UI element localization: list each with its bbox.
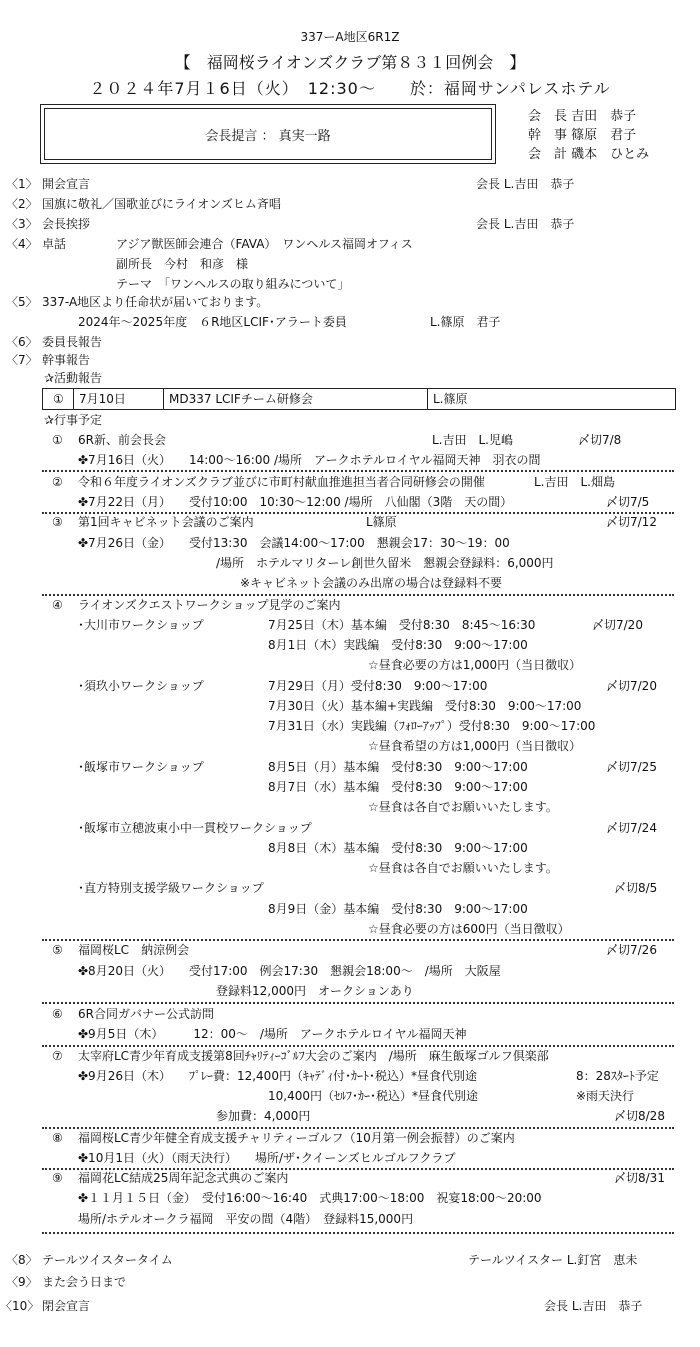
workshop-name: ･飯塚市立穂波東小中一貫校ワークショップ <box>78 821 312 835</box>
workshop-deadline: 〆切8/5 <box>614 881 658 895</box>
agenda-item-talk: 卓話 <box>42 237 67 251</box>
agenda-item-opening: 開会宣言 <box>42 177 91 191</box>
meeting-title: 【 福岡桜ライオンズクラブ第８３１回例会 】 <box>174 53 526 72</box>
activity-person: L.篠原 <box>433 392 468 406</box>
schedule-number: ⑥ <box>52 1007 63 1021</box>
agenda-item-committee: 委員長報告 <box>42 335 103 349</box>
agenda-person: テールツイスター L.釘宮 恵未 <box>468 1253 638 1267</box>
schedule-heading: ✰行事予定 <box>44 413 103 427</box>
activity-table <box>42 388 676 410</box>
section-divider <box>42 1045 674 1047</box>
workshop-deadline: 〆切7/25 <box>606 760 657 774</box>
workshop-detail: 8月7日（水）基本編 受付8:30 9:00～17:00 <box>268 780 528 794</box>
agenda-person: 会長 L.吉田 恭子 <box>476 217 575 231</box>
workshop-note: ☆昼食は各自でお願いいたします。 <box>368 800 558 814</box>
schedule-title: 6R合同ガバナー公式訪問 <box>78 1007 214 1021</box>
schedule-detail: ✤10月1日（火）（雨天決行） 場所/ザ･クイーンズヒルゴルフクラブ <box>78 1151 456 1165</box>
district-label: 337ーA地区6R1Z <box>300 30 400 44</box>
activity-heading: ✰活動報告 <box>44 371 103 385</box>
agenda-number: 〈9〉 <box>6 1275 38 1289</box>
agenda-item-secretary-report: 幹事報告 <box>42 353 91 367</box>
workshop-deadline: 〆切7/24 <box>606 821 657 835</box>
agenda-item-anthem: 国旗に敬礼／国歌並びにライオンズヒム斉唱 <box>42 197 281 211</box>
schedule-detail: 10,400円（ｾﾙﾌ･ｶｰ･税込）*昼食代別途 <box>268 1089 478 1103</box>
schedule-detail: 参加費：4,000円 <box>216 1109 311 1123</box>
workshop-note: ☆昼食希望の方は1,000円（当日徴収） <box>368 739 582 753</box>
schedule-detail: 登録料12,000円 オークションあり <box>216 984 414 998</box>
schedule-deadline: 〆切8/31 <box>614 1171 665 1185</box>
agenda-number: 〈3〉 <box>6 217 38 231</box>
section-divider <box>42 470 674 472</box>
section-divider <box>42 1232 674 1234</box>
agenda-number: 〈6〉 <box>6 335 38 349</box>
schedule-deadline: 〆切8/28 <box>614 1109 665 1123</box>
schedule-detail: ✤１１月１５日（金） 受付16:00～16:40 式典17:00～18:00 祝宴18:00～20:00 <box>78 1191 542 1205</box>
talk-speaker: 副所長 今村 和彦 様 <box>116 257 249 271</box>
section-divider <box>42 1002 674 1004</box>
workshop-deadline: 〆切7/20 <box>606 679 657 693</box>
workshop-note: ☆昼食必要の方は1,000円（当日徴収） <box>368 658 582 672</box>
schedule-note: ※キャビネット会議のみ出席の場合は登録料不要 <box>240 576 503 590</box>
workshop-name: ･直方特別支援学級ワークショップ <box>78 881 264 895</box>
appointment-person: L.篠原 君子 <box>430 315 501 329</box>
schedule-title: 福岡桜LC青少年健全育成支援チャリティーゴルフ（10月第一例会振替）のご案内 <box>78 1131 515 1145</box>
officer-secretary: 幹 事 篠原 君子 <box>528 128 637 143</box>
schedule-title: 6R新、前会長会 <box>78 433 166 447</box>
workshop-name: ･須玖小ワークショップ <box>78 679 204 693</box>
workshop-name: ･大川市ワークショップ <box>78 618 204 632</box>
agenda-number: 〈10〉 <box>0 1299 40 1313</box>
officer-president: 会 長 吉田 恭子 <box>528 109 637 124</box>
schedule-note: ※雨天決行 <box>576 1089 635 1103</box>
president-motto-box <box>40 104 496 164</box>
workshop-name: ･飯塚市ワークショップ <box>78 760 204 774</box>
workshop-detail: 7月29日（月）受付8:30 9:00～17:00 <box>268 679 488 693</box>
schedule-title: ライオンズクエストワークショップ見学のご案内 <box>78 598 341 612</box>
agenda-number: 〈5〉 <box>6 295 38 309</box>
workshop-detail: 7月31日（水）実践編（ﾌｫﾛｰｱｯﾌﾟ）受付8:30 9:00～17:00 <box>268 719 596 733</box>
agenda-person: 会長 L.吉田 恭子 <box>476 177 575 191</box>
agenda-number: 〈2〉 <box>6 197 38 211</box>
section-divider <box>42 1127 674 1129</box>
activity-event: MD337 LCIFチーム研修会 <box>169 392 313 406</box>
schedule-deadline: 〆切7/12 <box>606 515 657 529</box>
agenda-number: 〈1〉 <box>6 177 38 191</box>
schedule-number: ④ <box>52 598 63 612</box>
talk-organization: アジア獣医師会連合（FAVA） ワンヘルス福岡オフィス <box>116 237 413 251</box>
workshop-detail: 8月9日（金）基本編 受付8:30 9:00～17:00 <box>268 902 528 916</box>
workshop-detail: 8月5日（月）基本編 受付8:30 9:00～17:00 <box>268 760 528 774</box>
schedule-title: 福岡桜LC 納涼例会 <box>78 943 190 957</box>
schedule-detail: ✤7月16日（火） 14:00～16:00 /場所 アークホテルロイヤル福岡天神 羽衣の間 <box>78 453 541 467</box>
section-divider <box>42 594 674 596</box>
agenda-number: 〈4〉 <box>6 237 38 251</box>
schedule-detail: ✤8月20日（火） 受付17:00 例会17:30 懇親会18:00～ /場所 大阪屋 <box>78 964 501 978</box>
agenda-item-closing: 閉会宣言 <box>42 1299 91 1313</box>
schedule-deadline: 〆切7/8 <box>578 433 622 447</box>
schedule-title: 福岡花LC結成25周年記念式典のご案内 <box>78 1171 289 1185</box>
table-divider <box>73 389 74 409</box>
workshop-note: ☆昼食必要の方は600円（当日徴収） <box>368 922 570 936</box>
schedule-start-time: 8：28ｽﾀｰﾄ予定 <box>576 1069 659 1083</box>
workshop-detail: 7月30日（火）基本編+実践編 受付8:30 9:00～17:00 <box>268 699 582 713</box>
agenda-person: 会長 L.吉田 恭子 <box>544 1299 643 1313</box>
schedule-person: L.吉田 L.畑島 <box>534 475 616 489</box>
workshop-detail: 8月8日（木）基本編 受付8:30 9:00～17:00 <box>268 841 528 855</box>
president-motto: 会長提言 ： 真実一路 <box>44 108 492 160</box>
table-divider <box>427 389 428 409</box>
schedule-detail: ✤9月26日（木） ﾌﾟﾚｰ費：12,400円（ｷｬﾃﾞｨ付･ｶｰﾄ･税込）*昼食代別途 <box>78 1069 477 1083</box>
workshop-note: ☆昼食は各自でお願いいたします。 <box>368 861 558 875</box>
schedule-detail: 場所/ホテルオークラ福岡 平安の間（4階） 登録料15,000円 <box>78 1212 414 1226</box>
schedule-detail: ✤9月5日（木） 12：00～ /場所 アークホテルロイヤル福岡天神 <box>78 1027 467 1041</box>
schedule-detail: /場所 ホテルマリターレ創世久留米 懇親会登録料：6,000円 <box>216 556 554 570</box>
workshop-detail: 8月1日（木）実践編 受付8:30 9:00～17:00 <box>268 638 528 652</box>
schedule-detail: ✤7月22日（月） 受付10:00 10:30～12:00 /場所 八仙閣（3階 天の間） <box>78 495 513 509</box>
schedule-number: ⑨ <box>52 1171 63 1185</box>
schedule-number: ② <box>52 475 63 489</box>
section-divider <box>42 939 674 941</box>
schedule-deadline: 〆切7/26 <box>606 943 657 957</box>
schedule-title: 令和６年度ライオンズクラブ並びに市町村献血推進担当者合同研修会の開催 <box>78 475 485 489</box>
schedule-number: ① <box>52 433 63 447</box>
schedule-number: ⑦ <box>52 1049 63 1063</box>
agenda-item-appointment: 337-A地区より任命状が届いております。 <box>42 295 269 309</box>
activity-number: ① <box>53 392 64 406</box>
agenda-number: 〈7〉 <box>6 353 38 367</box>
appointment-detail: 2024年～2025年度 ６R地区LCIF･アラート委員 <box>78 315 347 329</box>
schedule-title: 太宰府LC青少年育成支援第8回ﾁｬﾘﾃｨｰｺﾞﾙﾌ大会のご案内 /場所 麻生飯塚ゴルフ倶楽部 <box>78 1049 549 1063</box>
schedule-person: L篠原 <box>366 515 397 529</box>
schedule-detail: ✤7月26日（金） 受付13:30 会議14:00～17:00 懇親会17：30～19：00 <box>78 536 510 550</box>
workshop-detail: 7月25日（木）基本編 受付8:30 8:45～16:30 <box>268 618 536 632</box>
schedule-deadline: 〆切7/5 <box>606 495 650 509</box>
schedule-number: ⑧ <box>52 1131 63 1145</box>
activity-date: 7月10日 <box>79 392 126 406</box>
agenda-item-greeting: 会長挨拶 <box>42 217 91 231</box>
table-divider <box>163 389 164 409</box>
agenda-number: 〈8〉 <box>6 1253 38 1267</box>
workshop-deadline: 〆切7/20 <box>592 618 643 632</box>
schedule-number: ⑤ <box>52 943 63 957</box>
schedule-number: ③ <box>52 515 63 529</box>
schedule-title: 第1回キャビネット会議のご案内 <box>78 515 254 529</box>
talk-theme: テーマ 「ワンヘルスの取り組みについて」 <box>116 277 350 291</box>
officer-treasurer: 会 計 磯本 ひとみ <box>528 147 650 162</box>
agenda-item-farewell: また会う日まで <box>42 1275 127 1289</box>
schedule-person: L.吉田 L.児嶋 <box>432 433 514 447</box>
meeting-date-venue: ２０２４年7月１6日（火） 12:30～ 於：福岡サンパレスホテル <box>89 79 611 98</box>
agenda-item-tailtwister: テールツイスタータイム <box>42 1253 173 1267</box>
